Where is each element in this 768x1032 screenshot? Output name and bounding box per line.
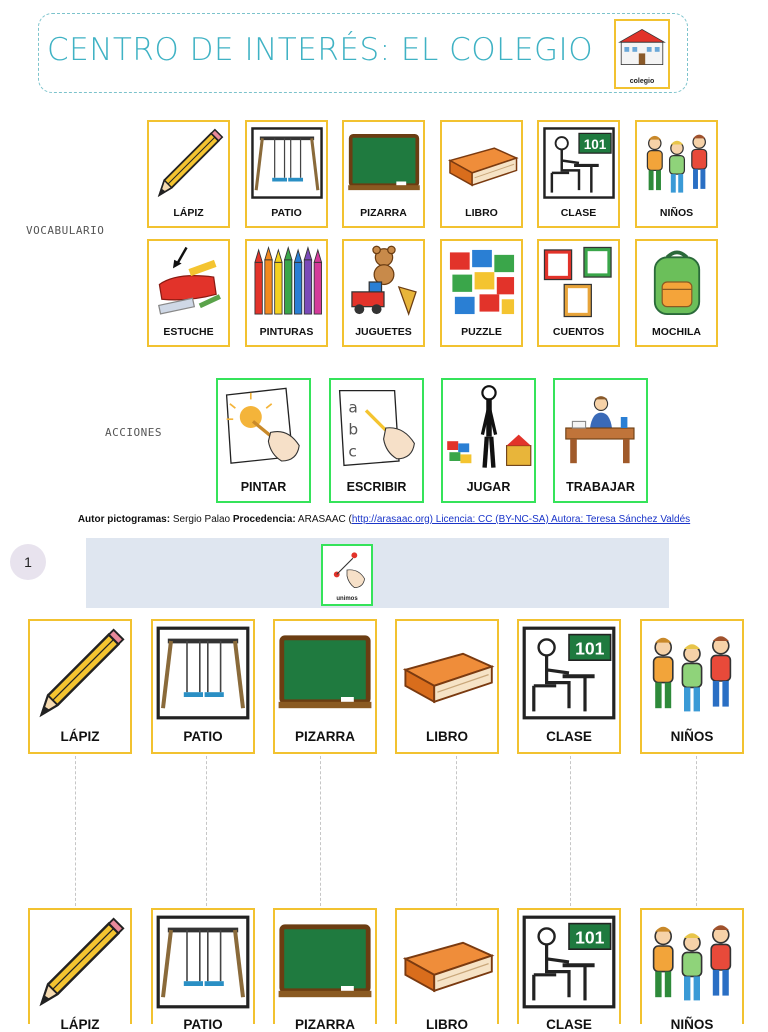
card-label: CLASE bbox=[546, 1017, 592, 1032]
school-logo bbox=[614, 19, 670, 89]
credit-author-label: Autor pictogramas: bbox=[77, 514, 171, 525]
card-label: PATIO bbox=[183, 729, 223, 744]
match-bottom-card-ninos[interactable] bbox=[640, 908, 744, 1032]
card-label: PINTAR bbox=[240, 480, 287, 494]
logo-caption: colegio bbox=[629, 78, 655, 85]
vocab-card-pinturas bbox=[245, 239, 328, 347]
card-label: PIZARRA bbox=[295, 1017, 355, 1032]
action-card-jugar bbox=[441, 378, 536, 503]
instruction-card bbox=[321, 544, 373, 606]
children-icon bbox=[644, 625, 740, 721]
action-card-escribir bbox=[329, 378, 424, 503]
card-label: LÁPIZ bbox=[173, 207, 204, 219]
exercise-number: 1 bbox=[10, 544, 46, 580]
pencil-case-icon bbox=[152, 245, 226, 319]
instruction-caption: unimos bbox=[336, 596, 358, 602]
pencil-icon bbox=[152, 126, 226, 200]
book-icon bbox=[399, 625, 495, 721]
card-label: JUGUETES bbox=[355, 326, 412, 338]
instruction-bar bbox=[86, 538, 669, 608]
vocab-card-puzzle bbox=[440, 239, 523, 347]
children-icon bbox=[640, 126, 714, 200]
chalkboard-icon bbox=[277, 914, 373, 1010]
credit-link[interactable]: http://arasaac.org) Licencia: CC (BY-NC-SA) Autora: Teresa Sánchez Valdés bbox=[351, 514, 691, 525]
vocab-card-clase bbox=[537, 120, 620, 228]
match-top-card-patio[interactable] bbox=[151, 619, 255, 754]
action-card-pintar bbox=[216, 378, 311, 503]
vocab-card-mochila bbox=[635, 239, 718, 347]
chalkboard-icon bbox=[277, 625, 373, 721]
card-label: NIÑOS bbox=[670, 729, 714, 744]
classroom-icon bbox=[521, 625, 617, 721]
title-box bbox=[38, 13, 688, 93]
card-label: CLASE bbox=[560, 207, 597, 219]
match-bottom-card-lapiz[interactable] bbox=[28, 908, 132, 1032]
card-label: PIZARRA bbox=[360, 207, 407, 219]
credit-source: ARASAAC ( bbox=[295, 514, 352, 525]
join-icon bbox=[325, 548, 369, 592]
swing-icon bbox=[155, 625, 251, 721]
vocab-card-cuentos bbox=[537, 239, 620, 347]
card-label: PATIO bbox=[183, 1017, 223, 1032]
paint-icon bbox=[220, 384, 308, 472]
card-label: CLASE bbox=[546, 729, 592, 744]
vocab-card-juguetes bbox=[342, 239, 425, 347]
match-bottom-card-libro[interactable] bbox=[395, 908, 499, 1032]
credit-author: Sergio Palao bbox=[170, 514, 233, 525]
classroom-icon bbox=[542, 126, 616, 200]
credit-source-label: Procedencia: bbox=[232, 514, 296, 525]
work-icon bbox=[557, 384, 645, 472]
match-top-card-clase[interactable] bbox=[517, 619, 621, 754]
dashed-line bbox=[206, 756, 207, 906]
crayons-icon bbox=[250, 245, 324, 319]
match-bottom-card-patio[interactable] bbox=[151, 908, 255, 1032]
match-top-card-lapiz[interactable] bbox=[28, 619, 132, 754]
match-top-card-libro[interactable] bbox=[395, 619, 499, 754]
dashed-line bbox=[456, 756, 457, 906]
toys-icon bbox=[347, 245, 421, 319]
vocab-card-estuche bbox=[147, 239, 230, 347]
card-label: LIBRO bbox=[426, 1017, 468, 1032]
section-label-vocabulario: VOCABULARIO bbox=[26, 224, 105, 237]
card-label: CUENTOS bbox=[552, 326, 605, 338]
dashed-line bbox=[75, 756, 76, 906]
card-label: NIÑOS bbox=[670, 1017, 714, 1032]
card-label: ESTUCHE bbox=[163, 326, 214, 338]
card-label: LIBRO bbox=[465, 207, 498, 219]
card-label: JUGAR bbox=[466, 480, 511, 494]
match-bottom-card-pizarra[interactable] bbox=[273, 908, 377, 1032]
chalkboard-icon bbox=[347, 126, 421, 200]
classroom-icon bbox=[521, 914, 617, 1010]
credit-line bbox=[0, 514, 768, 525]
school-icon bbox=[618, 23, 666, 71]
card-label: NIÑOS bbox=[659, 207, 694, 219]
section-label-acciones: ACCIONES bbox=[105, 426, 162, 439]
match-top-card-pizarra[interactable] bbox=[273, 619, 377, 754]
dashed-line bbox=[696, 756, 697, 906]
swing-icon bbox=[155, 914, 251, 1010]
dashed-line bbox=[570, 756, 571, 906]
card-label: PUZZLE bbox=[461, 326, 502, 338]
card-label: LÁPIZ bbox=[60, 1017, 100, 1032]
vocab-card-pizarra bbox=[342, 120, 425, 228]
card-label: LIBRO bbox=[426, 729, 468, 744]
vocab-card-ninos bbox=[635, 120, 718, 228]
action-card-trabajar bbox=[553, 378, 648, 503]
storybooks-icon bbox=[542, 245, 616, 319]
book-icon bbox=[445, 126, 519, 200]
vocab-card-lapiz bbox=[147, 120, 230, 228]
dashed-line bbox=[320, 756, 321, 906]
vocab-card-patio bbox=[245, 120, 328, 228]
match-top-card-ninos[interactable] bbox=[640, 619, 744, 754]
match-bottom-card-clase[interactable] bbox=[517, 908, 621, 1032]
vocab-card-libro bbox=[440, 120, 523, 228]
card-label: PINTURAS bbox=[259, 326, 314, 338]
children-icon bbox=[644, 914, 740, 1010]
backpack-icon bbox=[640, 245, 714, 319]
swing-icon bbox=[250, 126, 324, 200]
card-label: TRABAJAR bbox=[566, 480, 635, 494]
page-title: CENTRO DE INTERÉS: EL COLEGIO bbox=[47, 32, 594, 68]
pencil-icon bbox=[32, 914, 128, 1010]
card-label: PIZARRA bbox=[295, 729, 355, 744]
card-label: PATIO bbox=[271, 207, 302, 219]
pencil-icon bbox=[32, 625, 128, 721]
card-label: ESCRIBIR bbox=[346, 480, 407, 494]
puzzle-icon bbox=[445, 245, 519, 319]
write-icon bbox=[333, 384, 421, 472]
play-icon bbox=[445, 384, 533, 472]
card-label: MOCHILA bbox=[652, 326, 701, 338]
book-icon bbox=[399, 914, 495, 1010]
card-label: LÁPIZ bbox=[60, 729, 100, 744]
